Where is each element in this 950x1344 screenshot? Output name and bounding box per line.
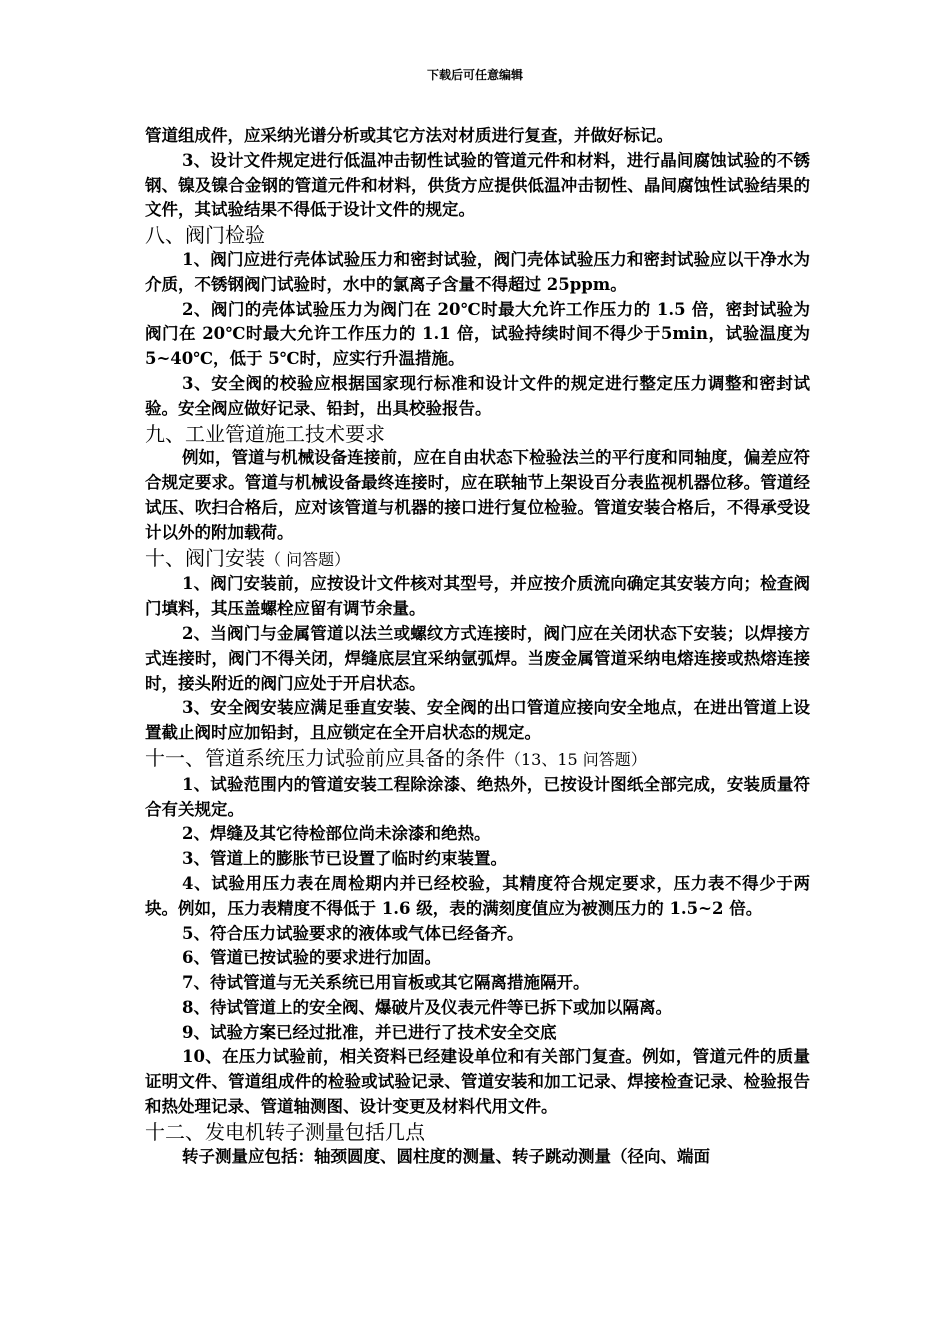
paragraph: 9、试验方案已经过批准，并已进行了技术安全交底 [182, 1022, 557, 1042]
paragraph: 管道组成件，应采纳光谱分析或其它方法对材质进行复查，并做好标记。 [145, 126, 673, 145]
paragraph: 3、安全阀安装应满足垂直安装、安全阀的出口管道应接向安全地点，在进出管道上设置截止阀时应加铅封，且应锁定在全开启状态的规定。 [145, 698, 810, 743]
paragraph: 3、设计文件规定进行低温冲击韧性试验的管道元件和材料，进行晶间腐蚀试验的不锈钢、镍及镍合金钢的管道元件和材料，供货方应提供低温冲击韧性、晶间腐蚀性试验结果的文件，其试验结果不得低于设计文件的规定。 [145, 150, 810, 220]
paragraph: 8、待试管道上的安全阀、爆破片及仪表元件等已拆下或加以隔离。 [182, 997, 672, 1017]
section-heading-text: 十、阀门安装 [145, 545, 265, 570]
page-header: 下载后可任意编辑 [426, 68, 523, 82]
section-heading-note: （13、15 问答题） [505, 749, 647, 769]
paragraph: 3、安全阀的校验应根据国家现行标准和设计文件的规定进行整定压力调整和密封试验。安全阀应做好记录、铅封，出具校验报告。 [145, 373, 810, 418]
paragraph: 转子测量应包括：轴颈圆度、圆柱度的测量、转子跳动测量（径向、端面 [182, 1146, 710, 1166]
paragraph: 2、阀门的壳体试验压力为阀门在 20℃时最大允许工作压力的 1.5 倍，密封试验为阀门在 20℃时最大允许工作压力的 1.1 倍，试验持续时间不得少于5min，试验温度为 5~40℃，低于 5℃时，应实行升温措施。 [145, 299, 810, 369]
paragraph: 7、待试管道与无关系统已用盲板或其它隔离措施隔开。 [182, 973, 590, 993]
section-heading-text: 十一、管道系统压力试验前应具备的条件 [145, 745, 505, 770]
section-heading [145, 422, 810, 447]
section-heading [145, 223, 810, 248]
paragraph: 1、阀门安装前，应按设计文件核对其型号，并应按介质流向确定其安装方向；检查阀门填料，其压盖螺栓应留有调节余量。 [145, 574, 810, 619]
section-heading-text: 十二、发电机转子测量包括几点 [145, 1119, 425, 1144]
paragraph: 4、试验用压力表在周检期内并已经校验，其精度符合规定要求，压力表不得少于两块。例如，压力表精度不得低于 1.6 级，表的满刻度值应为被测压力的 1.5~2 倍。 [145, 873, 810, 918]
section-heading-text: 八、阀门检验 [145, 223, 265, 248]
paragraph: 3、管道上的膨胀节已设置了临时约束装置。 [182, 849, 507, 869]
section-heading-note: （ 问答题） [265, 549, 351, 569]
section-heading-text: 九、工业管道施工技术要求 [145, 421, 385, 446]
paragraph: 6、管道已按试验的要求进行加固。 [182, 948, 441, 968]
section-heading [145, 746, 810, 773]
paragraph: 2、焊缝及其它待检部位尚未涂漆和绝热。 [182, 824, 491, 844]
paragraph: 1、阀门应进行壳体试验压力和密封试验，阀门壳体试验压力和密封试验应以干净水为介质，不锈钢阀门试验时，水中的氯离子含量不得超过 25ppm。 [145, 249, 810, 294]
paragraph: 例如，管道与机械设备连接前，应在自由状态下检验法兰的平行度和同轴度，偏差应符合规定要求。管道与机械设备最终连接时，应在联轴节上架设百分表监视机器位移。管道经试压、吹扫合格后，应对该管道与机器的接口进行复位检验。管道安装合格后，不得承受设计以外的附加载荷。 [145, 448, 810, 542]
section-heading [145, 546, 810, 573]
paragraph: 2、当阀门与金属管道以法兰或螺纹方式连接时，阀门应在关闭状态下安装；以焊接方式连接时，阀门不得关闭，焊缝底层宜采纳氩弧焊。当废金属管道采纳电熔连接或热熔连接时，接头附近的阀门应处于开启状态。 [145, 623, 810, 693]
paragraph: 1、试验范围内的管道安装工程除涂漆、绝热外，已按设计图纸全部完成，安装质量符合有关规定。 [145, 774, 810, 819]
document-body [145, 124, 810, 1169]
section-heading [145, 1120, 810, 1145]
paragraph: 5、符合压力试验要求的液体或气体已经备齐。 [182, 923, 524, 943]
paragraph: 10、在压力试验前，相关资料已经建设单位和有关部门复查。例如，管道元件的质量证明文件、管道组成件的检验或试验记录、管道安装和加工记录、焊接检查记录、检验报告和热处理记录、管道轴测图、设计变更及材料代用文件。 [145, 1047, 810, 1117]
